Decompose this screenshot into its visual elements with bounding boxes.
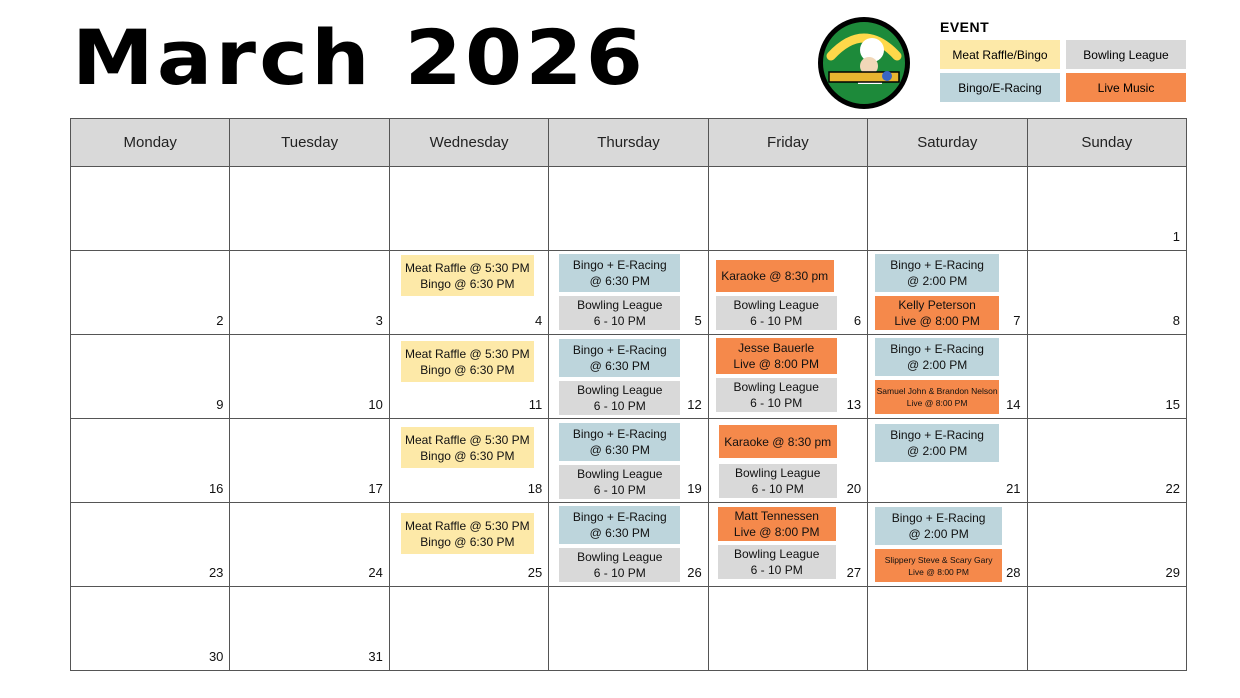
legend-live-music: Live Music xyxy=(1066,73,1186,102)
day-cell xyxy=(230,503,389,587)
event-line: 6 - 10 PM xyxy=(750,563,803,577)
event-line: Bowling League xyxy=(733,380,819,394)
event-bowling-league xyxy=(716,378,837,412)
event-line: Bingo + E-Racing xyxy=(572,510,667,524)
event-line: Bingo @ 6:30 PM xyxy=(420,448,515,463)
event-line: Meat Raffle @ 5:30 PM xyxy=(405,432,530,447)
event-line: Meat Raffle @ 5:30 PM xyxy=(405,346,530,361)
day-cell-empty xyxy=(389,587,548,671)
day-cell-empty xyxy=(389,167,548,251)
day-number: 26 xyxy=(687,565,702,580)
day-cell xyxy=(71,503,230,587)
day-number: 25 xyxy=(527,565,543,580)
weekday-wednesday: Wednesday xyxy=(389,119,548,167)
event-line: Bingo + E-Racing xyxy=(572,427,667,441)
day-number: 1 xyxy=(1172,229,1180,244)
event-line: Bingo @ 6:30 PM xyxy=(420,276,515,291)
event-line: @ 6:30 PM xyxy=(589,443,650,457)
day-number: 12 xyxy=(687,397,702,412)
day-number: 14 xyxy=(1006,397,1021,412)
event-bowling-league xyxy=(559,548,680,582)
day-cell xyxy=(230,419,389,503)
day-number: 17 xyxy=(368,481,383,496)
event-line: Kelly Peterson xyxy=(898,298,976,312)
event-bingo-e-racing xyxy=(559,506,680,544)
day-number: 31 xyxy=(368,649,383,664)
event-karaoke: Karaoke @ 8:30 pm xyxy=(719,425,837,458)
day-cell-empty xyxy=(708,167,867,251)
event-line: Bowling League xyxy=(733,547,820,561)
day-number: 2 xyxy=(216,313,224,328)
day-cell xyxy=(1027,419,1186,503)
day-cell-empty xyxy=(868,587,1027,671)
event-bingo-e-racing xyxy=(559,339,680,377)
day-cell xyxy=(1027,251,1186,335)
event-line: Bingo + E-Racing xyxy=(572,343,667,357)
event-bowling-league xyxy=(716,296,837,330)
day-number: 9 xyxy=(216,397,224,412)
day-cell-empty xyxy=(549,167,708,251)
day-cell xyxy=(708,419,867,503)
event-line: Bowling League xyxy=(733,298,819,312)
day-cell-empty xyxy=(71,167,230,251)
event-bowling-league xyxy=(718,545,836,579)
event-line: Meat Raffle @ 5:30 PM xyxy=(405,260,530,275)
weekday-tuesday: Tuesday xyxy=(230,119,389,167)
day-cell xyxy=(708,503,867,587)
day-cell xyxy=(230,587,389,671)
legend-bingo-e-racing: Bingo/E-Racing xyxy=(940,73,1060,102)
event-line: Bowling League xyxy=(577,550,663,564)
event-line: Live @ 8:00 PM xyxy=(733,525,820,539)
legend-meat-raffle-bingo: Meat Raffle/Bingo xyxy=(940,40,1060,69)
event-meat-raffle-bingo xyxy=(401,255,534,296)
day-number: 15 xyxy=(1165,397,1180,412)
day-cell xyxy=(868,503,1027,587)
day-number: 8 xyxy=(1172,313,1180,328)
day-cell xyxy=(868,419,1027,503)
event-line: @ 6:30 PM xyxy=(589,359,650,373)
day-number: 27 xyxy=(846,565,862,580)
day-number: 22 xyxy=(1165,481,1180,496)
day-number: 28 xyxy=(1006,565,1021,580)
legend-title: EVENT xyxy=(940,19,990,35)
day-number: 7 xyxy=(1013,313,1021,328)
event-bingo-e-racing xyxy=(875,507,1002,545)
day-cell xyxy=(71,587,230,671)
event-line: 6 - 10 PM xyxy=(751,482,804,496)
week-row xyxy=(71,167,1187,251)
day-cell-empty xyxy=(868,167,1027,251)
event-line: 6 - 10 PM xyxy=(593,566,646,580)
event-line: Bowling League xyxy=(577,383,663,397)
day-number: 23 xyxy=(208,565,224,580)
event-bowling-league xyxy=(559,381,680,415)
weekday-thursday: Thursday xyxy=(549,119,708,167)
day-number: 5 xyxy=(694,313,702,328)
event-line: Bingo + E-Racing xyxy=(891,511,986,525)
day-number: 19 xyxy=(687,481,702,496)
day-cell xyxy=(1027,335,1186,419)
event-live-music xyxy=(875,549,1002,582)
event-line: Live @ 8:00 PM xyxy=(908,566,969,577)
week-row xyxy=(71,587,1187,671)
event-line: 6 - 10 PM xyxy=(750,396,803,410)
event-line: @ 2:00 PM xyxy=(908,527,969,541)
event-bowling-league xyxy=(559,465,680,499)
tasty-pizza-logo xyxy=(817,16,911,110)
day-number: 4 xyxy=(535,313,543,328)
day-number: 20 xyxy=(846,481,862,496)
event-line: 6 - 10 PM xyxy=(750,314,803,328)
weekday-monday: Monday xyxy=(71,119,230,167)
week-row xyxy=(71,335,1187,419)
day-cell xyxy=(549,251,708,335)
day-number: 18 xyxy=(527,481,543,496)
legend-bowling-league: Bowling League xyxy=(1066,40,1186,69)
event-line: Bingo + E-Racing xyxy=(890,258,984,272)
day-number: 10 xyxy=(368,397,383,412)
event-line: @ 2:00 PM xyxy=(907,358,968,372)
day-cell xyxy=(549,503,708,587)
day-number: 21 xyxy=(1006,481,1021,496)
day-number: 29 xyxy=(1165,565,1180,580)
day-cell xyxy=(708,251,867,335)
day-cell-empty xyxy=(708,587,867,671)
day-cell xyxy=(868,251,1027,335)
event-live-music xyxy=(716,338,837,374)
day-cell xyxy=(389,419,548,503)
day-number: 30 xyxy=(208,649,224,664)
event-line: Bingo + E-Racing xyxy=(890,342,984,356)
event-line: Live @ 8:00 PM xyxy=(733,357,819,371)
event-line: Samuel John & Brandon Nelson xyxy=(876,386,998,396)
event-line: Live @ 8:00 PM xyxy=(906,398,968,408)
day-cell xyxy=(71,251,230,335)
day-cell-empty xyxy=(549,587,708,671)
event-line: @ 2:00 PM xyxy=(907,274,968,288)
day-number: 16 xyxy=(208,481,224,496)
event-bingo-e-racing xyxy=(875,424,999,462)
day-cell-empty xyxy=(1027,587,1186,671)
event-bingo-e-racing xyxy=(559,254,680,292)
day-number: 6 xyxy=(853,313,862,328)
event-line: Bowling League xyxy=(577,467,663,481)
day-cell xyxy=(1027,167,1186,251)
event-meat-raffle-bingo xyxy=(401,513,534,554)
event-line: Jesse Bauerle xyxy=(738,341,815,355)
day-cell xyxy=(230,335,389,419)
event-bowling-league xyxy=(559,296,680,330)
day-cell xyxy=(1027,503,1186,587)
weekday-saturday: Saturday xyxy=(868,119,1027,167)
event-line: 6 - 10 PM xyxy=(593,483,646,497)
event-line: Live @ 8:00 PM xyxy=(894,314,980,328)
day-cell xyxy=(389,335,548,419)
event-line: @ 2:00 PM xyxy=(907,444,968,458)
event-bowling-league xyxy=(719,464,837,498)
calendar-grid xyxy=(70,118,1187,671)
event-live-music xyxy=(718,507,836,541)
event-line: 6 - 10 PM xyxy=(593,314,646,328)
event-line: Bingo + E-Racing xyxy=(572,258,667,272)
event-line: Matt Tennessen xyxy=(734,509,819,523)
day-cell xyxy=(389,251,548,335)
page-title: March 2026 xyxy=(72,13,647,102)
weekday-header-row xyxy=(71,119,1187,167)
day-cell xyxy=(230,251,389,335)
day-cell xyxy=(708,335,867,419)
event-line: @ 6:30 PM xyxy=(589,526,650,540)
event-meat-raffle-bingo xyxy=(401,341,534,382)
day-cell xyxy=(389,503,548,587)
event-line: Bingo @ 6:30 PM xyxy=(420,534,515,549)
event-line: Meat Raffle @ 5:30 PM xyxy=(405,518,530,533)
day-cell xyxy=(71,419,230,503)
day-number: 24 xyxy=(368,565,383,580)
day-cell xyxy=(868,335,1027,419)
event-meat-raffle-bingo xyxy=(401,427,534,468)
event-line: Bingo @ 6:30 PM xyxy=(420,362,515,377)
event-bingo-e-racing xyxy=(875,338,999,376)
event-line: Bowling League xyxy=(734,466,821,480)
event-bingo-e-racing xyxy=(559,423,680,461)
day-cell xyxy=(71,335,230,419)
day-cell-empty xyxy=(230,167,389,251)
event-karaoke: Karaoke @ 8:30 pm xyxy=(716,260,834,292)
day-number: 3 xyxy=(375,313,383,328)
week-row xyxy=(71,251,1187,335)
day-number: 11 xyxy=(528,397,543,412)
weekday-sunday: Sunday xyxy=(1027,119,1186,167)
event-line: 6 - 10 PM xyxy=(593,399,646,413)
day-cell xyxy=(549,419,708,503)
event-live-music xyxy=(875,380,999,414)
day-cell xyxy=(549,335,708,419)
weekday-friday: Friday xyxy=(708,119,867,167)
event-live-music xyxy=(875,296,999,330)
week-row xyxy=(71,503,1187,587)
event-line: @ 6:30 PM xyxy=(589,274,650,288)
day-number: 13 xyxy=(846,397,862,412)
event-line: Bowling League xyxy=(577,298,663,312)
event-bingo-e-racing xyxy=(875,254,999,292)
event-line: Bingo + E-Racing xyxy=(890,428,984,442)
event-line: Slippery Steve & Scary Gary xyxy=(884,554,993,565)
week-row xyxy=(71,419,1187,503)
